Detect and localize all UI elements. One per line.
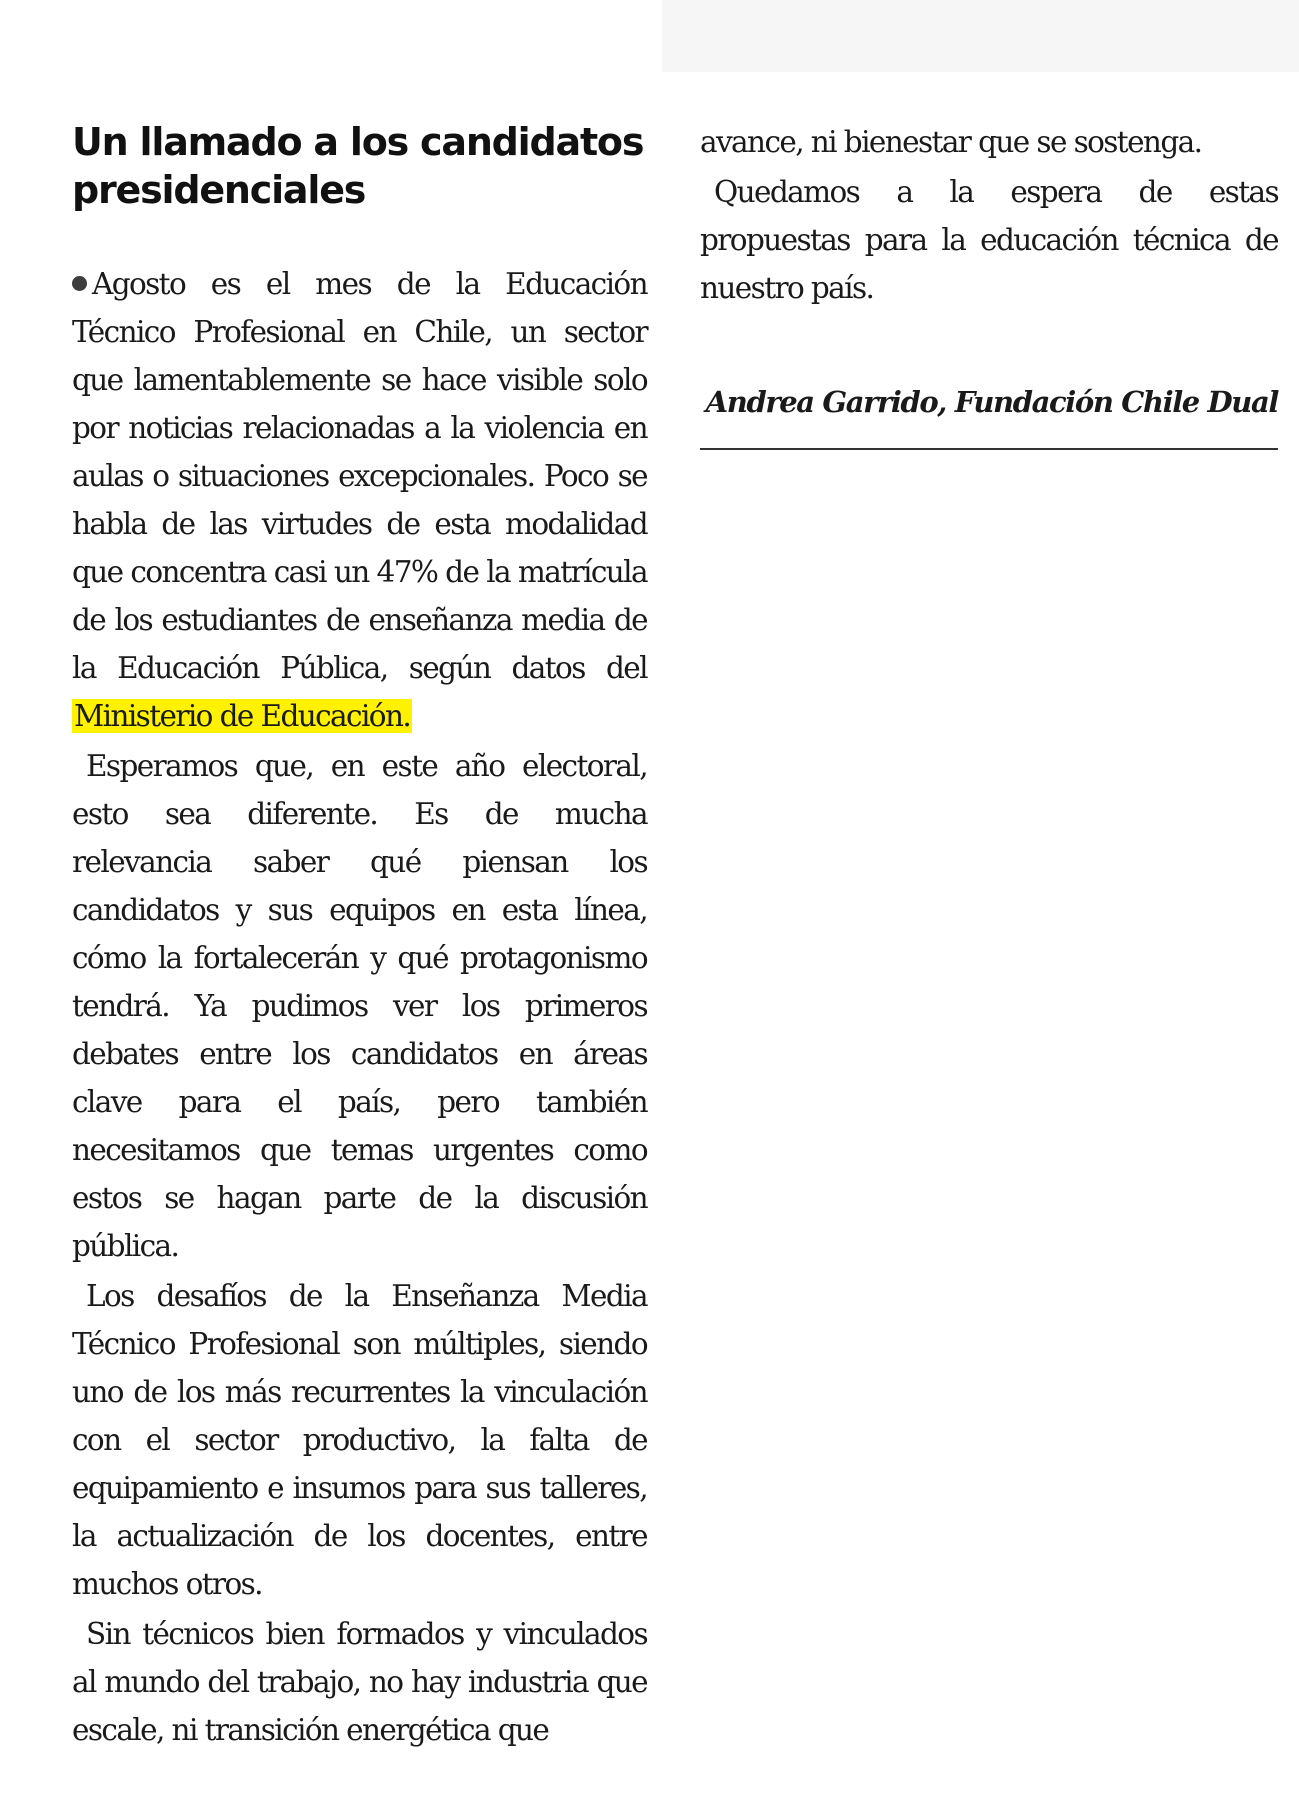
highlighted-text: Ministerio de Educación. [74, 699, 411, 733]
top-margin-shade [662, 0, 1299, 72]
author-signature: Andrea Garrido, Fundación Chile Dual [705, 385, 1278, 419]
paragraph-4-end: avance, ni bienestar que se sostenga. [700, 125, 1202, 159]
paragraph-1-text: Agosto es el mes de la Educación Técnico Profesional en Chile, un sector que lamentablemente se hace visible solo por noticias relacionadas a la violencia en aulas o situaciones excepcionales. Poco se habla de las virtudes de esta modalidad que concentra casi un 47% de la matrícula de los estudiantes de enseñanza media de la Educación Pública, según datos del [72, 267, 647, 685]
paragraph-3: Los desafíos de la Enseñanza Media Técnico Profesional son múltiples, siendo uno de los más recurrentes la vinculación con el sector productivo, la falta de equipamiento e insumos para sus talleres, la actualización de los docentes, entre muchos otros. [72, 1279, 647, 1601]
left-column [72, 118, 647, 1754]
bullet-icon [72, 276, 87, 291]
divider-line [700, 448, 1278, 450]
paragraph-2: Esperamos que, en este año electoral, esto sea diferente. Es de mucha relevancia saber qué piensan los candidatos y sus equipos en esta línea, cómo la fortalecerán y qué protagonismo tendrá. Ya pudimos ver los primeros debates entre los candidatos en áreas clave para el país, pero también necesitamos que temas urgentes como estos se hagan parte de la discusión pública. [72, 749, 647, 1263]
right-column [700, 118, 1278, 450]
paragraph-4-start: Sin técnicos bien formados y vinculados al mundo del trabajo, no hay industria que escale, ni transición energética que [72, 1617, 647, 1747]
paragraph-5: Quedamos a la espera de estas propuestas para la educación técnica de nuestro país. [700, 175, 1278, 305]
article-headline: Un llamado a los candidatos presidenciales [72, 120, 644, 212]
paragraph-1 [72, 260, 647, 740]
